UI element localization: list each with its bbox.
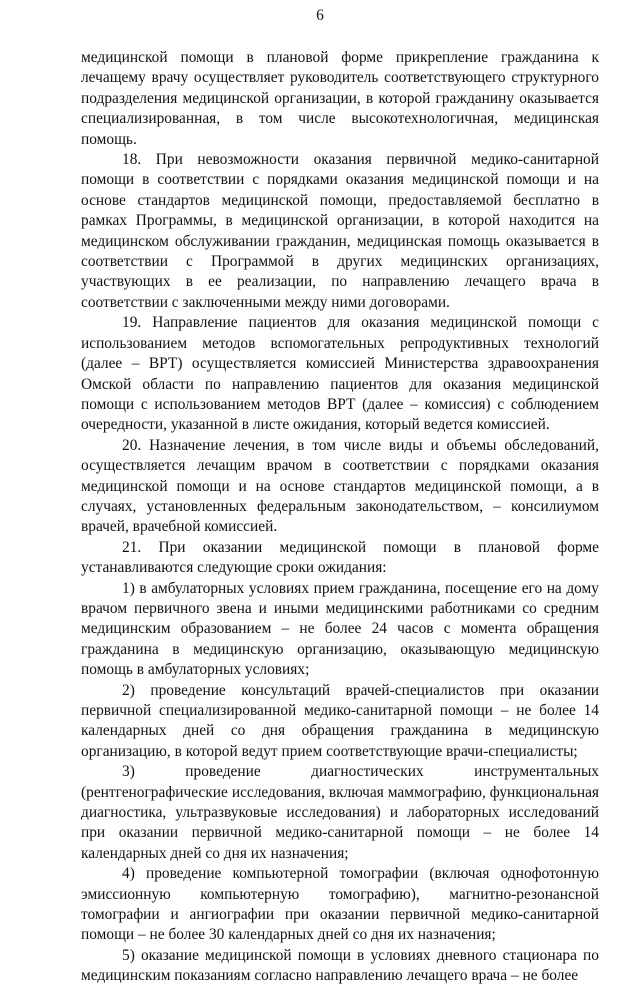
list-item-2: 2) проведение консультаций врачей-специалистов при оказании первичной специализированной медико-санитарной помощи – не более 14 календарных дней со дня обращения гражданина в медицинскую организацию, в которой ведут прием соответствующие врачи-специалисты; <box>81 681 599 760</box>
paragraph-18: 18. При невозможности оказания первичной медико-санитарной помощи в соответствии с порядками оказания медицинской помощи и на основе стандартов медицинской помощи, предоставляемой бесплатно в рамках Программы, в медицинской организации, в которой находится на медицинском обслуживании гражданин, медицинская помощь оказывается в соответствии с Программой в других медицинских организациях, участвующих в ее реализации, по направлению лечащего врача в соответствии с заключенными между ними договорами. <box>81 151 599 311</box>
paragraph-20: 20. Назначение лечения, в том числе виды и объемы обследований, осуществляется лечащим врачом в соответствии с порядками оказания медицинской помощи и на основе стандартов медицинской помощи, а в случаях, установленных федеральным законодательством, – консилиумом врачей, врачебной комиссией. <box>81 436 599 536</box>
page-number: 6 <box>316 7 324 24</box>
list-item-1: 1) в амбулаторных условиях прием гражданина, посещение его на дому врачом первичного звена и иными медицинскими работниками со средним медицинским образованием – не более 24 часов с момента обращения гражданина в медицинскую организацию, оказывающую медицинскую помощь в амбулаторных условиях; <box>81 579 599 679</box>
list-item-5: 5) оказание медицинской помощи в условиях дневного стационара по медицинским показаниям согласно направлению лечащего врача – не более <box>81 946 599 985</box>
document-body <box>81 48 599 987</box>
list-item-3: 3) проведение диагностических инструментальных (рентгенографические исследования, включая маммографию, функциональная диагностика, ультразвуковые исследования) и лабораторных исследований при оказании первичной медико-санитарной помощи – не более 14 календарных дней со дня их назначения; <box>81 763 599 862</box>
list-item-4: 4) проведение компьютерной томографии (включая однофотонную эмиссионную компьютерную томографию), магнитно-резонансной томографии и ангиографии при оказании первичной медико-санитарной помощи – не более 30 календарных дней со дня их назначения; <box>81 865 599 944</box>
paragraph-21: 21. При оказании медицинской помощи в плановой форме устанавливаются следующие сроки ожидания: <box>81 538 599 577</box>
paragraph-continuation: медицинской помощи в плановой форме прикрепление гражданина к лечащему врачу осуществляет руководитель соответствующего структурного подразделения медицинской организации, в которой гражданину оказывается специализированная, в том числе высокотехнологичная, медицинская помощь. <box>81 49 599 148</box>
paragraph-19: 19. Направление пациентов для оказания медицинской помощи с использованием методов вспомогательных репродуктивных технологий (далее – ВРТ) осуществляется комиссией Министерства здравоохранения Омской области по направлению пациентов для оказания медицинской помощи с использованием методов ВРТ (далее – комиссия) с соблюдением очередности, указанной в листе ожидания, который ведется комиссией. <box>81 314 599 434</box>
